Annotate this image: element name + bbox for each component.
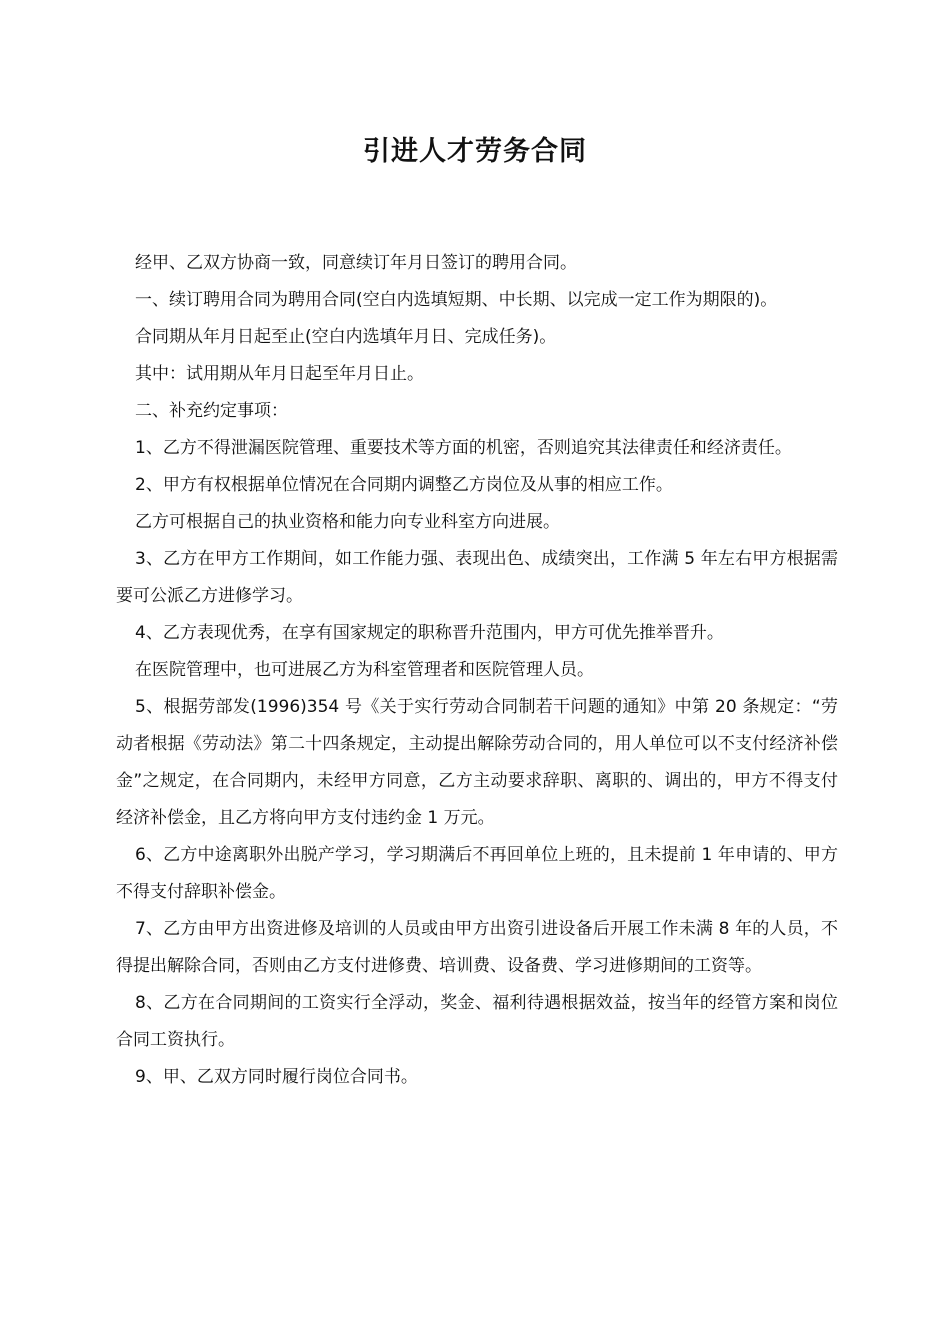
paragraph-renewal-type: 一、续订聘用合同为聘用合同(空白内选填短期、中长期、以完成一定工作为期限的)。 — [135, 290, 778, 310]
paragraph-supplementary-heading: 二、补充约定事项： — [135, 401, 288, 421]
paragraph-item-8: 8、乙方在合同期间的工资实行全浮动，奖金、福利待遇根据效益，按当年的经管方案和岗位合同工资执行。 — [116, 993, 838, 1050]
paragraph-item-7: 7、乙方由甲方出资进修及培训的人员或由甲方出资引进设备后开展工作未满 8 年的人员，不得提出解除合同，否则由乙方支付进修费、培训费、设备费、学习进修期间的工资等。 — [116, 919, 838, 976]
paragraph-item-4: 4、乙方表现优秀，在享有国家规定的职称晋升范围内，甲方可优先推举晋升。 — [135, 623, 724, 643]
paragraph-item-6: 6、乙方中途离职外出脱产学习，学习期满后不再回单位上班的，且未提前 1 年申请的、甲方不得支付辞职补偿金。 — [116, 845, 838, 902]
document-title: 引进人才劳务合同 — [363, 136, 587, 167]
paragraph-item-5: 5、根据劳部发(1996)354 号《关于实行劳动合同制若干问题的通知》中第 20 条规定：“劳动者根据《劳动法》第二十四条规定，主动提出解除劳动合同的，用人单位可以不支付经济补偿金”之规定，在合同期内，未经甲方同意，乙方主动要求辞职、离职的、调出的，甲方不得支付经济补偿金，且乙方将向甲方支付违约金 1 万元。 — [116, 697, 838, 828]
paragraph-intro: 经甲、乙双方协商一致，同意续订年月日签订的聘用合同。 — [135, 253, 577, 273]
paragraph-item-3: 3、乙方在甲方工作期间，如工作能力强、表现出色、成绩突出，工作满 5 年左右甲方根据需要可公派乙方进修学习。 — [116, 549, 838, 606]
paragraph-probation-period: 其中：试用期从年月日起至年月日止。 — [135, 364, 424, 384]
paragraph-item-4-continuation: 在医院管理中，也可进展乙方为科室管理者和医院管理人员。 — [135, 660, 594, 680]
paragraph-item-2: 2、甲方有权根据单位情况在合同期内调整乙方岗位及从事的相应工作。 — [135, 475, 673, 495]
paragraph-item-9: 9、甲、乙双方同时履行岗位合同书。 — [135, 1067, 418, 1087]
paragraph-item-1: 1、乙方不得泄漏医院管理、重要技术等方面的机密，否则追究其法律责任和经济责任。 — [135, 438, 792, 458]
paragraph-item-2-continuation: 乙方可根据自己的执业资格和能力向专业科室方向进展。 — [135, 512, 560, 532]
document-body — [116, 245, 838, 1096]
paragraph-contract-period: 合同期从年月日起至止(空白内选填年月日、完成任务)。 — [135, 327, 557, 347]
